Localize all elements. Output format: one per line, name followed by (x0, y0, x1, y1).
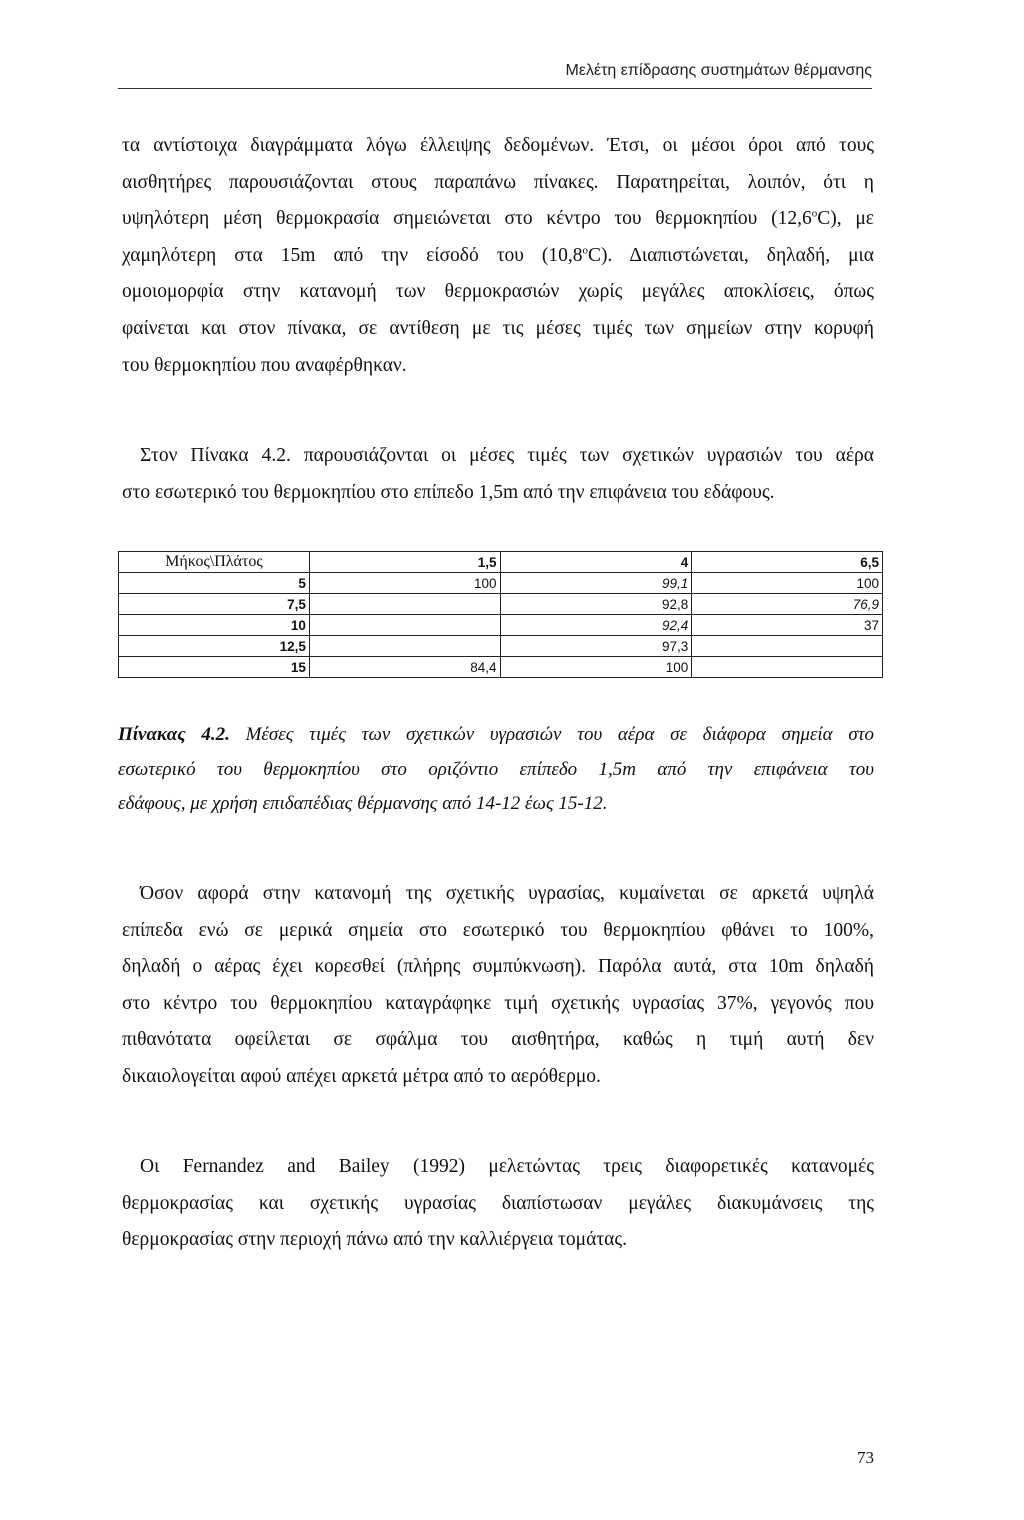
table-cell (309, 594, 500, 615)
paragraph-line: τα αντίστοιχα διαγράμματα λόγω έλλειψης δεδομένων. Έτσι, οι μέσοι όροι από τους (122, 135, 874, 156)
paragraph-line: Όσον αφορά στην κατανομή της σχετικής υγρασίας, κυμαίνεται σε αρκετά υψηλά (140, 883, 874, 904)
table-cell (309, 636, 500, 657)
paragraph-text: υψηλότερη μέση θερμοκρασία σημειώνεται στο κέντρο του θερμοκηπίου (12,6 (122, 208, 812, 230)
table-cell: 97,3 (500, 636, 692, 657)
paragraph-table-intro (122, 438, 874, 511)
paragraph-line: ομοιομορφία στην κατανομή των θερμοκρασιών χωρίς μεγάλες αποκλίσεις, όπως (122, 281, 874, 303)
table-row (119, 636, 883, 657)
table-corner-header: Μήκος\Πλάτος (119, 552, 310, 573)
paragraph-line: του θερμοκηπίου που αναφέρθηκαν. (122, 354, 407, 376)
table-cell (692, 636, 883, 657)
paragraph-line: Στον Πίνακα 4.2. παρουσιάζονται οι μέσες τιμές των σχετικών υγρασιών του αέρα (140, 445, 874, 466)
paragraph-line (122, 238, 874, 275)
table-column-header: 1,5 (309, 552, 500, 573)
table-cell: 37 (692, 615, 883, 636)
table-row (119, 573, 883, 594)
caption-line (118, 718, 874, 753)
header-rule (118, 88, 872, 89)
paragraph-line: στο εσωτερικό του θερμοκηπίου στο επίπεδο 1,5m από την επιφάνεια του εδάφους. (122, 481, 775, 503)
table-row-header: 12,5 (119, 636, 310, 657)
paragraph-line: στο κέντρο του θερμοκηπίου καταγράφηκε τιμή σχετικής υγρασίας 37%, γεγονός που (122, 992, 874, 1014)
table-row (119, 594, 883, 615)
page-number: 73 (857, 1448, 874, 1467)
running-header: Μελέτη επίδρασης συστημάτων θέρμανσης (565, 62, 872, 79)
paragraph-line: Οι Fernandez and Bailey (1992) μελετώντας τρεις διαφορετικές κατανομές (140, 1156, 874, 1177)
table-caption (118, 718, 874, 822)
humidity-table (118, 551, 883, 678)
table-cell: 92,4 (500, 615, 692, 636)
paragraph-text: χαμηλότερη στα 15m από την είσοδό του (10,8 (122, 244, 583, 266)
caption-label: Πίνακας 4.2. (118, 724, 230, 745)
table-row-header: 7,5 (119, 594, 310, 615)
table-column-header: 6,5 (692, 552, 883, 573)
paragraph-text: C), με (817, 208, 874, 230)
paragraph-line: θερμοκρασίας και σχετικής υγρασίας διαπίστωσαν μεγάλες διακυμάνσεις της (122, 1192, 874, 1214)
paragraph-line: αισθητήρες παρουσιάζονται στους παραπάνω πίνακες. Παρατηρείται, λοιπόν, ότι η (122, 171, 874, 193)
degree-mark: o (582, 244, 589, 257)
paragraph-line (122, 201, 874, 238)
table-cell: 100 (309, 573, 500, 594)
table-cell (692, 657, 883, 678)
table-cell (309, 615, 500, 636)
paragraph-line: δικαιολογείται αφού απέχει αρκετά μέτρα από το αερόθερμο. (122, 1065, 601, 1087)
paragraph-line: φαίνεται και στον πίνακα, σε αντίθεση με τις μέσες τιμές των σημείων στην κορυφή (122, 317, 874, 339)
table-cell: 92,8 (500, 594, 692, 615)
table-cell: 76,9 (692, 594, 883, 615)
table-cell: 100 (692, 573, 883, 594)
table-cell: 84,4 (309, 657, 500, 678)
paragraph-line: πιθανότατα οφείλεται σε σφάλμα του αισθητήρα, καθώς η τιμή αυτή δεν (122, 1029, 874, 1051)
table-header-row (119, 552, 883, 573)
caption-line: εσωτερικό του θερμοκηπίου στο οριζόντιο επίπεδο 1,5m από την επιφάνεια του (118, 758, 874, 780)
paragraph-temperature-summary (122, 128, 874, 384)
table-row-header: 10 (119, 615, 310, 636)
table-row-header: 5 (119, 573, 310, 594)
table-cell: 99,1 (500, 573, 692, 594)
caption-line: εδάφους, με χρήση επιδαπέδιας θέρμανσης από 14-12 έως 15-12. (118, 793, 608, 814)
table-cell: 100 (500, 657, 692, 678)
paragraph-line: θερμοκρασίας στην περιοχή πάνω από την καλλιέργεια τομάτας. (122, 1229, 627, 1251)
degree-mark: o (811, 207, 818, 220)
table-row-header: 15 (119, 657, 310, 678)
table-row (119, 657, 883, 678)
paragraph-line: δηλαδή ο αέρας έχει κορεσθεί (πλήρης συμπύκνωση). Παρόλα αυτά, στα 10m δηλαδή (122, 956, 874, 978)
caption-text: Μέσες τιμές των σχετικών υγρασιών του αέρα σε διάφορα σημεία στο (245, 724, 875, 745)
paragraph-line: επίπεδα ενώ σε μερικά σημεία στο εσωτερικό του θερμοκηπίου φθάνει το 100%, (122, 919, 874, 941)
paragraph-humidity-discussion (122, 876, 874, 1096)
paragraph-literature (122, 1149, 874, 1259)
table-row (119, 615, 883, 636)
table-column-header: 4 (500, 552, 692, 573)
paragraph-text: C). Διαπιστώνεται, δηλαδή, μια (588, 244, 874, 266)
